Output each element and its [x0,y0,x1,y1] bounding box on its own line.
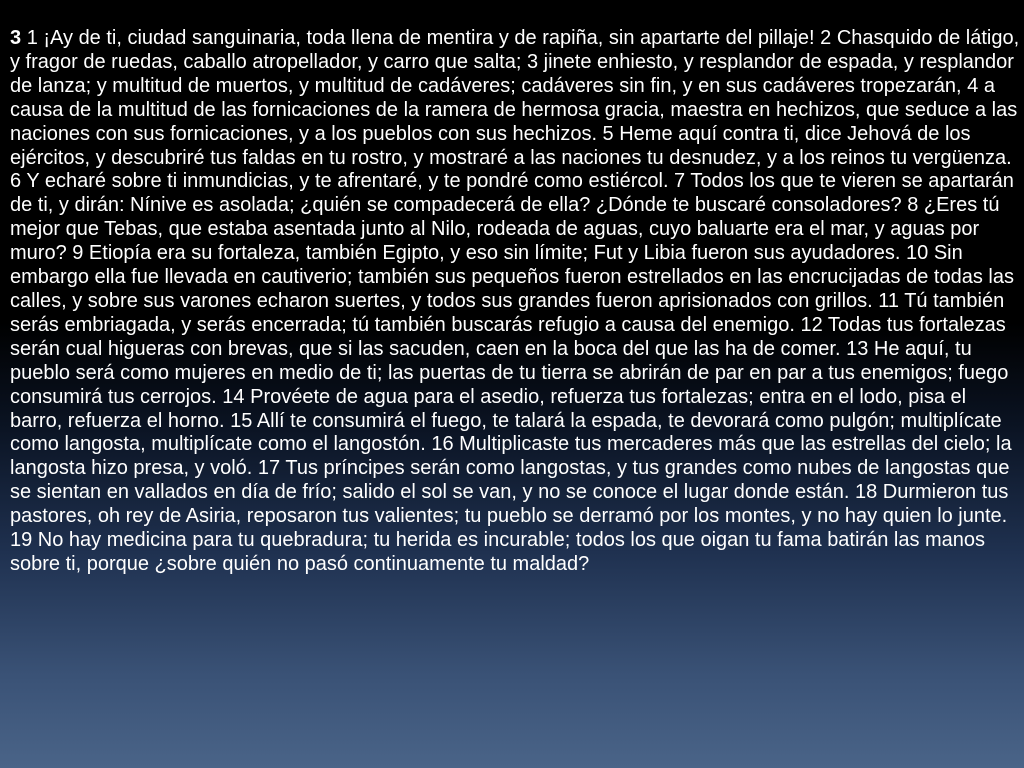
scripture-passage [10,27,1022,577]
passage-text: 1 ¡Ay de ti, ciudad sanguinaria, toda llena de mentira y de rapiña, sin apartarte del pillaje! 2 Chasquido de látigo, y fragor de ruedas, caballo atropellador, y carro que salta; 3 jinete enhiesto, y resplandor de espada, y resplandor de lanza; y multitud de muertos, y multitud de cadáveres; cadáveres sin fin, y en sus cadáveres tropezarán, 4 a causa de la multitud de las fornicaciones de la ramera de hermosa gracia, maestra en hechizos, que seduce a las naciones con sus fornicaciones, y a los pueblos con sus hechizos. 5 Heme aquí contra ti, dice Jehová de los ejércitos, y descubriré tus faldas en tu rostro, y mostraré a las naciones tu desnudez, y a los reinos tu vergüenza. 6 Y echaré sobre ti inmundicias, y te afrentaré, y te pondré como estiércol. 7 Todos los que te vieren se apartarán de ti, y dirán: Nínive es asolada; ¿quién se compadecerá de ella? ¿Dónde te buscaré consoladores? 8 ¿Eres tú mejor que Tebas, que estaba asentada junto al Nilo, rodeada de aguas, cuyo baluarte era el mar, y aguas por muro? 9 Etiopía era su fortaleza, también Egipto, y eso sin límite; Fut y Libia fueron sus ayudadores. 10 Sin embargo ella fue llevada en cautiverio; también sus pequeños fueron estrellados en las encrucijadas de todas las calles, y sobre sus varones echaron suertes, y todos sus grandes fueron aprisionados con grillos. 11 Tú también serás embriagada, y serás encerrada; tú también buscarás refugio a causa del enemigo. 12 Todas tus fortalezas serán cual higueras con brevas, que si las sacuden, caen en la boca del que las ha de comer. 13 He aquí, tu pueblo será como mujeres en medio de ti; las puertas de tu tierra se abrirán de par en par a tus enemigos; fuego consumirá tus cerrojos. 14 Provéete de agua para el asedio, refuerza tus fortalezas; entra en el lodo, pisa el barro, refuerza el horno. 15 Allí te consumirá el fuego, te talará la espada, te devorará como pulgón; multiplícate como langosta, multiplícate como el langostón. 16 Multiplicaste tus mercaderes más que las estrellas del cielo; la langosta hizo presa, y voló. 17 Tus príncipes serán como langostas, y tus grandes como nubes de langostas que se sientan en vallados en día de frío; salido el sol se van, y no se conoce el lugar donde están. 18 Durmieron tus pastores, oh rey de Asiria, reposaron tus valientes; tu pueblo se derramó por los montes, y no hay quien lo junte. 19 No hay medicina para tu quebradura; tu herida es incurable; todos los que oigan tu fama batirán las manos sobre ti, porque ¿sobre quién no pasó continuamente tu maldad? [10,27,1020,575]
chapter-number: 3 [10,27,22,49]
